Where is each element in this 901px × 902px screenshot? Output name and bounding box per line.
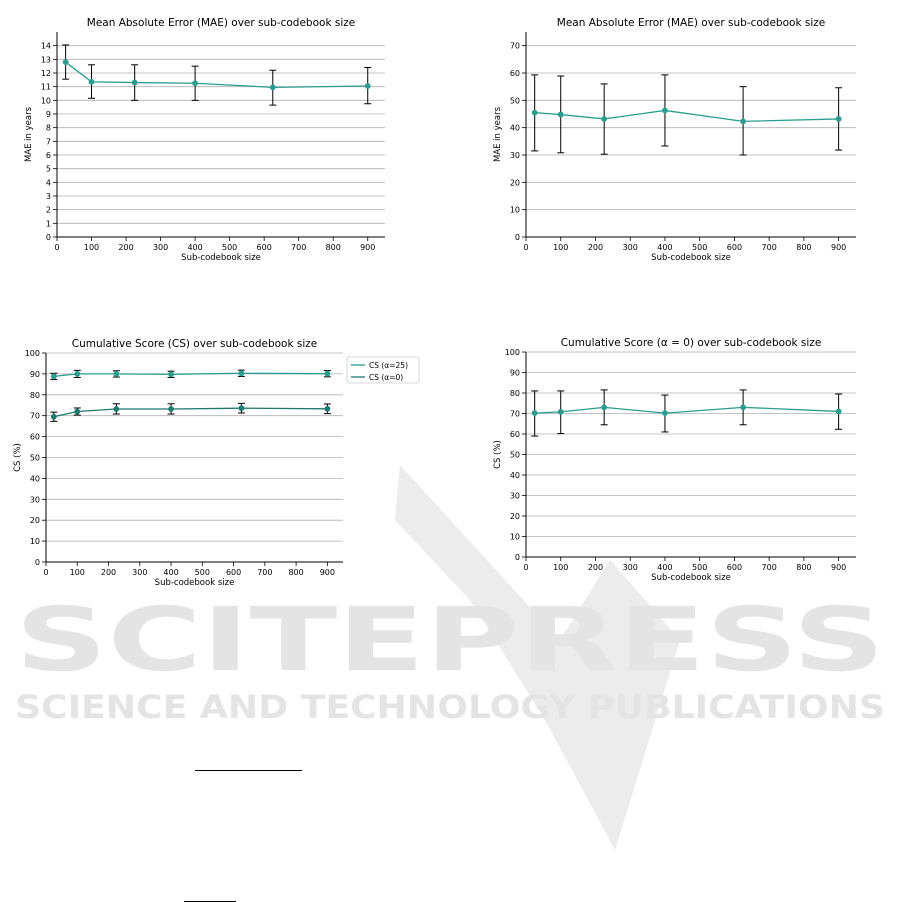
x-tick-label: 900 [319,568,336,577]
y-tick-label: 9 [45,110,51,119]
x-tick-label: 500 [221,243,238,252]
y-tick-label: 2 [45,205,51,215]
y-tick-label: 90 [29,369,40,379]
data-point [239,406,244,411]
data-point [532,411,537,416]
y-tick-label: 90 [509,368,520,378]
y-tick-label: 10 [509,532,520,542]
x-tick-label: 900 [830,563,847,572]
y-tick-label: 20 [29,516,40,526]
data-point [169,407,174,412]
y-tick-label: 60 [509,69,520,78]
y-tick-label: 13 [40,55,51,65]
x-tick-label: 500 [692,563,708,572]
y-axis-label: MAE in years [493,106,503,163]
x-tick-label: 900 [360,243,376,252]
data-point [558,112,563,117]
data-point [602,405,607,410]
y-axis-label: MAE in years [24,106,34,163]
data-point [836,117,841,122]
watermark-brand: SCITEPRESS [15,588,885,691]
y-tick-label: 3 [45,192,51,201]
x-tick-label: 600 [726,563,743,572]
footnote-rule [195,770,302,771]
x-tick-label: 200 [118,243,134,252]
series-1 [531,390,842,436]
y-tick-label: 5 [45,164,51,174]
x-tick-label: 100 [69,568,85,577]
series-1 [62,45,371,105]
y-tick-label: 100 [24,349,40,358]
y-tick-label: 0 [45,233,51,242]
x-axis-label: Sub-codebook size [181,253,261,263]
x-tick-label: 400 [657,243,673,252]
x-tick-label: 200 [100,568,117,577]
y-tick-label: 10 [509,205,520,215]
y-axis-label: CS (%) [13,443,23,472]
data-point [365,84,370,89]
data-point [114,372,119,377]
data-point [325,406,330,411]
data-point [558,409,563,414]
legend-label: CS (α=25) [369,361,409,370]
y-tick-label: 20 [509,512,520,521]
data-point [741,405,746,410]
x-tick-label: 400 [163,568,179,577]
y-tick-label: 0 [34,558,40,567]
data-point [239,371,244,376]
y-tick-label: 50 [29,453,40,463]
data-point [169,372,174,377]
data-point [270,85,275,90]
x-tick-label: 800 [796,243,812,252]
x-tick-label: 800 [288,568,304,577]
chart-2 [493,17,856,263]
data-point [325,371,330,376]
x-tick-label: 700 [291,243,307,252]
data-point [132,80,137,85]
x-tick-label: 800 [325,243,341,252]
x-tick-label: 0 [54,243,60,252]
data-point [63,60,68,65]
y-tick-label: 50 [509,96,520,106]
x-tick-label: 700 [257,568,273,577]
y-tick-label: 70 [509,41,520,51]
x-tick-label: 300 [622,563,638,572]
series-1 [50,370,331,379]
x-axis-label: Sub-codebook size [651,253,731,263]
data-point [75,409,80,414]
data-point [741,119,746,124]
y-tick-label: 100 [504,348,520,357]
y-tick-label: 8 [45,123,51,133]
y-tick-label: 0 [514,233,520,242]
x-tick-label: 700 [761,563,777,572]
x-tick-label: 900 [830,243,847,252]
data-point [532,110,537,115]
x-tick-label: 0 [43,568,49,577]
x-axis-label: Sub-codebook size [651,573,731,583]
y-tick-label: 80 [29,390,40,400]
series-line [535,407,839,413]
data-point [663,411,668,416]
series-2 [50,403,331,421]
watermark-tagline: SCIENCE AND TECHNOLOGY PUBLICATIONS [15,688,885,726]
x-tick-label: 500 [194,568,210,577]
y-tick-label: 70 [29,411,40,421]
x-tick-label: 500 [692,243,708,252]
x-tick-label: 300 [622,243,638,252]
x-tick-label: 100 [553,243,569,252]
y-tick-label: 30 [509,151,520,160]
y-tick-label: 40 [509,123,520,133]
x-tick-label: 0 [523,243,529,252]
x-axis-label: Sub-codebook size [154,578,235,588]
chart-title: Mean Absolute Error (MAE) over sub-codebook size [86,17,356,29]
y-tick-label: 40 [29,474,40,484]
y-tick-label: 10 [29,537,40,547]
chart-3 [13,338,419,588]
data-point [51,374,56,379]
y-tick-label: 7 [45,137,51,147]
data-point [114,407,119,412]
y-tick-label: 30 [509,491,520,501]
y-tick-label: 60 [509,430,520,439]
chart-title: Cumulative Score (α = 0) over sub-codebook size [560,337,822,349]
x-tick-label: 600 [225,568,242,577]
y-tick-label: 4 [45,178,51,188]
x-tick-label: 600 [256,243,272,252]
data-point [836,409,841,414]
x-tick-label: 200 [587,563,604,572]
series-1 [531,75,842,155]
y-tick-label: 1 [45,219,51,229]
series-line [535,110,839,121]
series-line [54,373,328,376]
chart-title: Cumulative Score (CS) over sub-codebook size [71,338,318,350]
data-point [602,117,607,122]
y-tick-label: 50 [509,450,520,460]
y-tick-label: 12 [40,69,51,78]
data-point [51,414,56,419]
y-tick-label: 10 [40,96,51,106]
x-tick-label: 400 [657,563,673,572]
y-tick-label: 30 [29,495,40,505]
x-tick-label: 200 [587,243,604,252]
x-tick-label: 400 [187,243,203,252]
legend [347,357,419,383]
chart-1 [24,17,385,263]
x-tick-label: 300 [132,568,148,577]
x-tick-label: 600 [726,243,743,252]
x-tick-label: 700 [761,243,777,252]
y-tick-label: 11 [40,82,51,92]
x-tick-label: 300 [152,243,169,252]
y-tick-label: 0 [514,553,520,562]
chart-title: Mean Absolute Error (MAE) over sub-codebook size [556,17,826,29]
y-tick-label: 70 [509,409,520,419]
data-point [663,108,668,113]
x-tick-label: 0 [523,563,529,572]
y-tick-label: 40 [509,471,520,480]
legend-label: CS (α=0) [369,373,404,382]
series-line [66,62,368,87]
y-tick-label: 80 [509,389,520,398]
y-axis-label: CS (%) [493,440,503,469]
data-point [75,372,80,377]
x-tick-label: 100 [83,243,100,252]
y-tick-label: 20 [509,178,520,188]
chart-4 [493,337,856,583]
data-point [89,79,94,84]
data-point [193,81,198,86]
y-tick-label: 60 [29,432,40,442]
y-tick-label: 6 [45,151,51,160]
x-tick-label: 800 [796,563,812,572]
y-tick-label: 14 [40,41,51,51]
x-tick-label: 100 [553,563,569,572]
